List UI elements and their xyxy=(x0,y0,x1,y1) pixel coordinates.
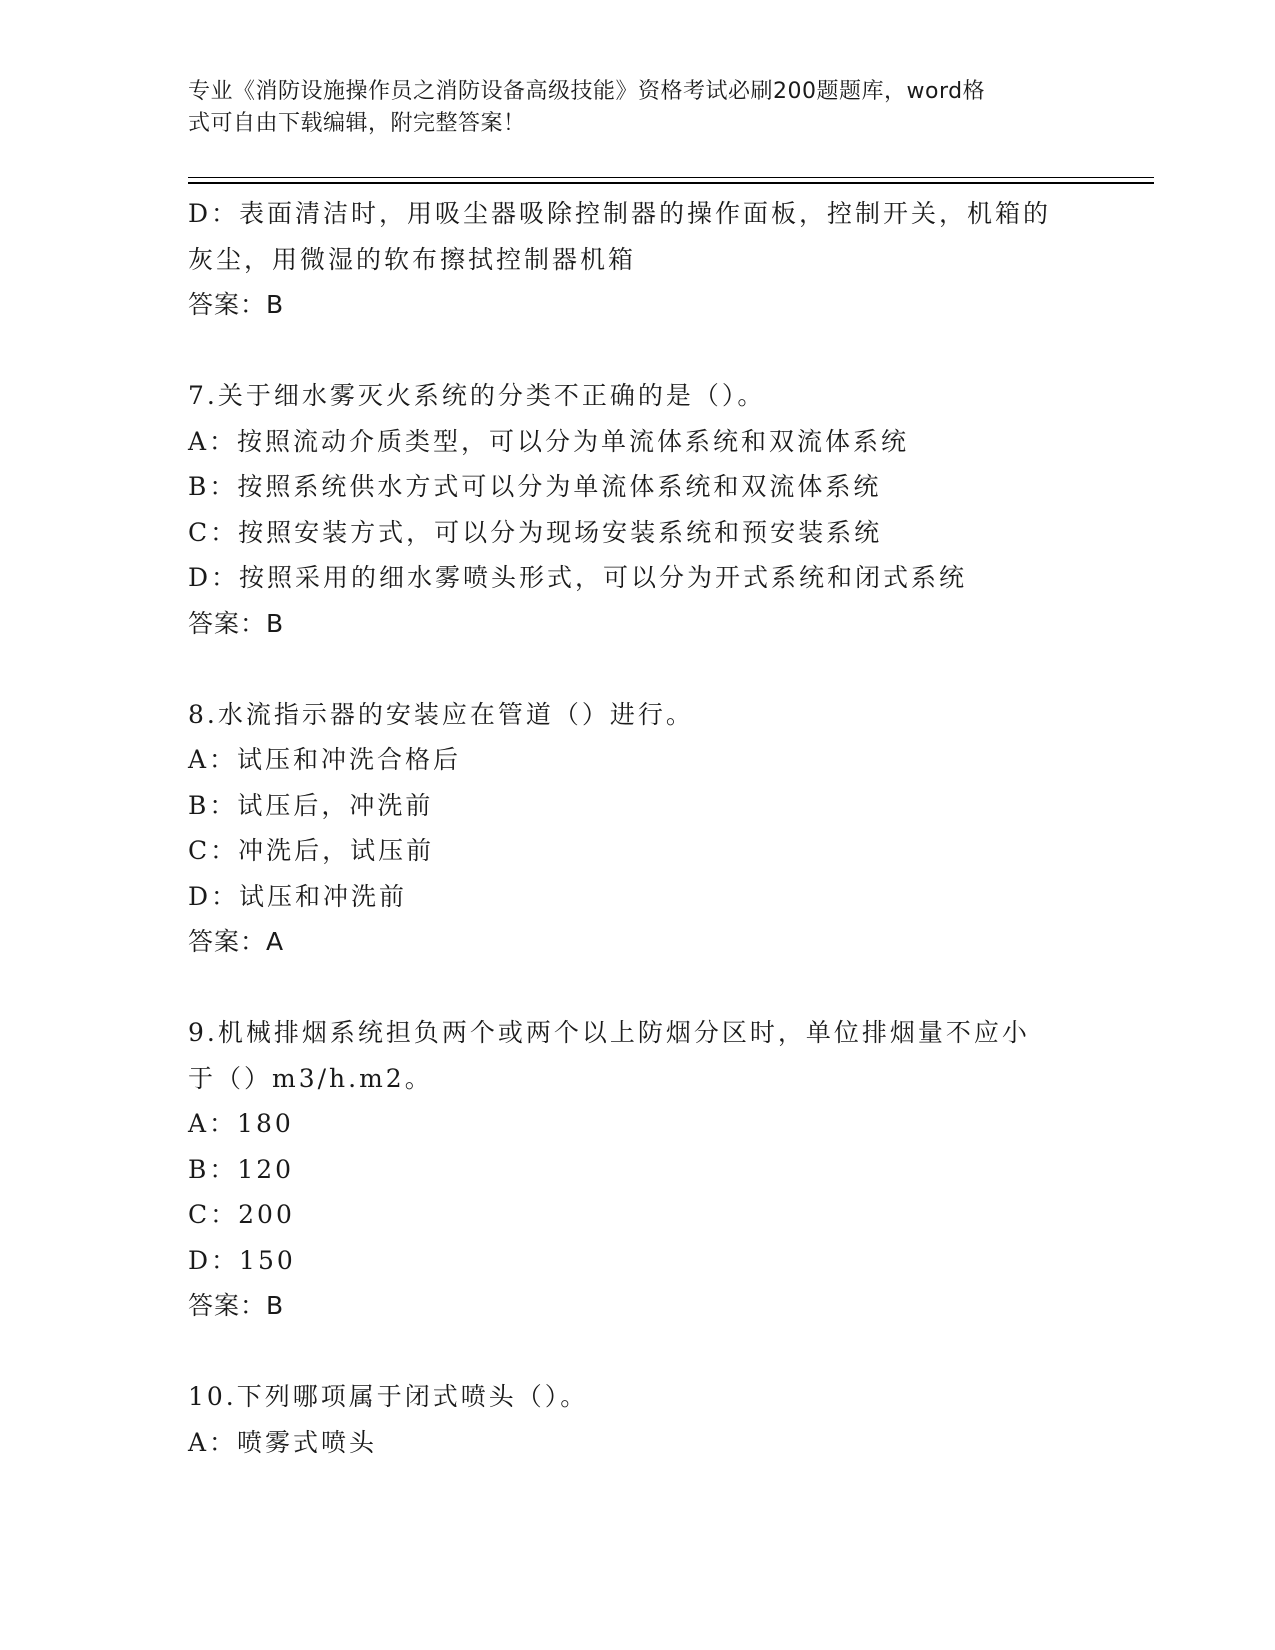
spacer xyxy=(188,965,1088,1011)
header-divider-thick xyxy=(188,182,1154,184)
option-a: A：喷雾式喷头 xyxy=(188,1427,378,1457)
option-c: C：按照安装方式，可以分为现场安装系统和预安装系统 xyxy=(188,517,883,547)
option-a: A：180 xyxy=(188,1109,294,1138)
question-10 xyxy=(188,1374,1088,1465)
spacer xyxy=(188,1329,1088,1375)
question-text: 7.关于细水雾灭火系统的分类不正确的是（）。 xyxy=(188,381,766,410)
header-line-2: 式可自由下载编辑，附完整答案！ xyxy=(188,111,526,136)
option-d: D：150 xyxy=(188,1245,296,1275)
question-9 xyxy=(188,1010,1088,1329)
option-d-line-2: 灰尘，用微湿的软布擦拭控制器机箱 xyxy=(188,244,637,274)
question-7 xyxy=(188,373,1088,646)
answer-line: 答案：B xyxy=(188,290,285,319)
option-c: C：冲洗后，试压前 xyxy=(188,836,435,865)
question-text: 8.水流指示器的安装应在管道（）进行。 xyxy=(188,699,694,729)
spacer xyxy=(188,328,1088,374)
question-text: 10.下列哪项属于闭式喷头（）。 xyxy=(188,1382,589,1411)
answer-line: 答案：B xyxy=(188,1291,285,1320)
option-a: A：按照流动介质类型，可以分为单流体系统和双流体系统 xyxy=(188,426,910,456)
option-b: B：按照系统供水方式可以分为单流体系统和双流体系统 xyxy=(188,472,882,501)
option-d: D：试压和冲洗前 xyxy=(188,881,408,911)
option-b: B：试压后，冲洗前 xyxy=(188,790,434,820)
option-c: C：200 xyxy=(188,1200,295,1229)
header-divider-thin xyxy=(188,177,1154,178)
spacer xyxy=(188,646,1088,692)
option-d-line-1: D：表面清洁时，用吸尘器吸除控制器的操作面板，控制开关，机箱的 xyxy=(188,199,1052,228)
question-list xyxy=(188,191,1088,1465)
header-line-1: 专业《消防设施操作员之消防设备高级技能》资格考试必刷200题题库，word格 xyxy=(188,79,986,104)
option-b: B：120 xyxy=(188,1154,295,1184)
question-6 xyxy=(188,191,1088,328)
answer-line: 答案：A xyxy=(188,927,285,956)
answer-line: 答案：B xyxy=(188,608,285,638)
question-text-line-1: 9.机械排烟系统担负两个或两个以上防烟分区时，单位排烟量不应小 xyxy=(188,1018,1030,1047)
document-header xyxy=(188,76,1068,140)
option-d: D：按照采用的细水雾喷头形式，可以分为开式系统和闭式系统 xyxy=(188,563,968,592)
question-text-line-2: 于（）m3/h.m2。 xyxy=(188,1063,433,1093)
option-a: A：试压和冲洗合格后 xyxy=(188,745,462,774)
question-8 xyxy=(188,692,1088,965)
